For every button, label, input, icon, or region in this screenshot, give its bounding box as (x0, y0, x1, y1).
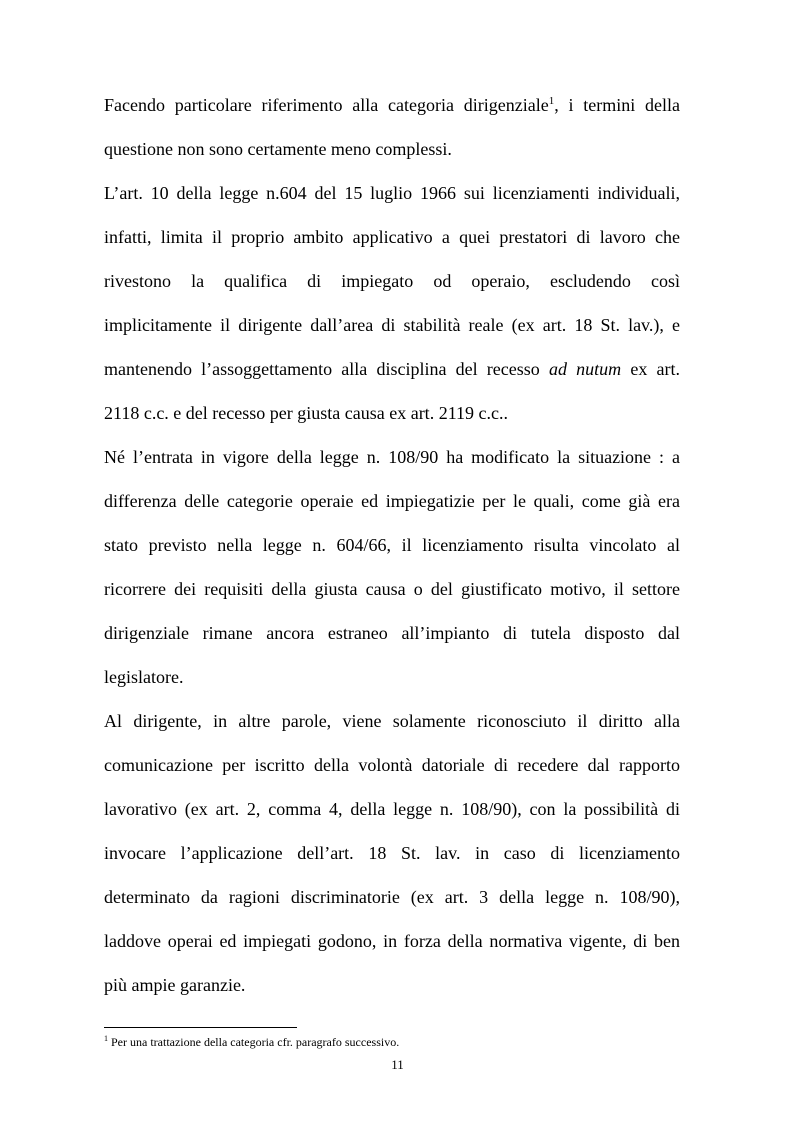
latin-phrase: ad nutum (548, 359, 622, 379)
text-line: dirigenziale rimane ancora estraneo all’impianto di tutela disposto dal (104, 623, 680, 643)
text-line: lavorativo (ex art. 2, comma 4, della legge n. 108/90), con la possibilità di (104, 799, 680, 819)
text-line: differenza delle categorie operaie ed impiegatizie per le quali, come già era (104, 491, 680, 511)
text-line: Al dirigente, in altre parole, viene solamente riconosciuto il diritto alla (104, 711, 680, 731)
text-line: determinato da ragioni discriminatorie (ex art. 3 della legge n. 108/90), (104, 887, 680, 907)
text-line: L’art. 10 della legge n.604 del 15 luglio 1966 sui licenziamenti individuali, (104, 183, 680, 203)
footnote-mark: 1 (104, 1034, 108, 1043)
text-line: implicitamente il dirigente dall’area di stabilità reale (ex art. 18 St. lav.), e (104, 315, 680, 335)
text-line: rivestono la qualifica di impiegato od operaio, escludendo così (104, 271, 680, 291)
text-line: 2118 c.c. e del recesso per giusta causa ex art. 2119 c.c.. (104, 403, 508, 423)
text-line: comunicazione per iscritto della volontà datoriale di recedere dal rapporto (104, 755, 680, 775)
text-line: infatti, limita il proprio ambito applicativo a quei prestatori di lavoro che (104, 227, 680, 247)
text-line: mantenendo l’assoggettamento alla disciplina del recesso ad nutum ex art. (104, 359, 680, 379)
text-line: questione non sono certamente meno complessi. (104, 139, 452, 159)
text-line: invocare l’applicazione dell’art. 18 St. lav. in caso di licenziamento (104, 843, 680, 863)
footnote-text: Per una trattazione della categoria cfr. paragrafo successivo. (108, 1035, 400, 1049)
text-line: ricorrere dei requisiti della giusta causa o del giustificato motivo, il settore (104, 579, 680, 599)
text-line: Né l’entrata in vigore della legge n. 108/90 ha modificato la situazione : a (104, 447, 680, 467)
footnote (104, 1035, 399, 1049)
footnote-separator (104, 1027, 297, 1028)
text-line: stato previsto nella legge n. 604/66, il licenziamento risulta vincolato al (104, 535, 680, 555)
text-line: laddove operai ed impiegati godono, in forza della normativa vigente, di ben (104, 931, 680, 951)
text-line: legislatore. (104, 667, 184, 687)
page-number: 11 (391, 1057, 404, 1072)
text-line: più ampie garanzie. (104, 975, 246, 995)
text-line: Facendo particolare riferimento alla categoria dirigenziale$^1$, i termini della (104, 95, 680, 115)
footnote-reference: 1 (548, 95, 555, 107)
